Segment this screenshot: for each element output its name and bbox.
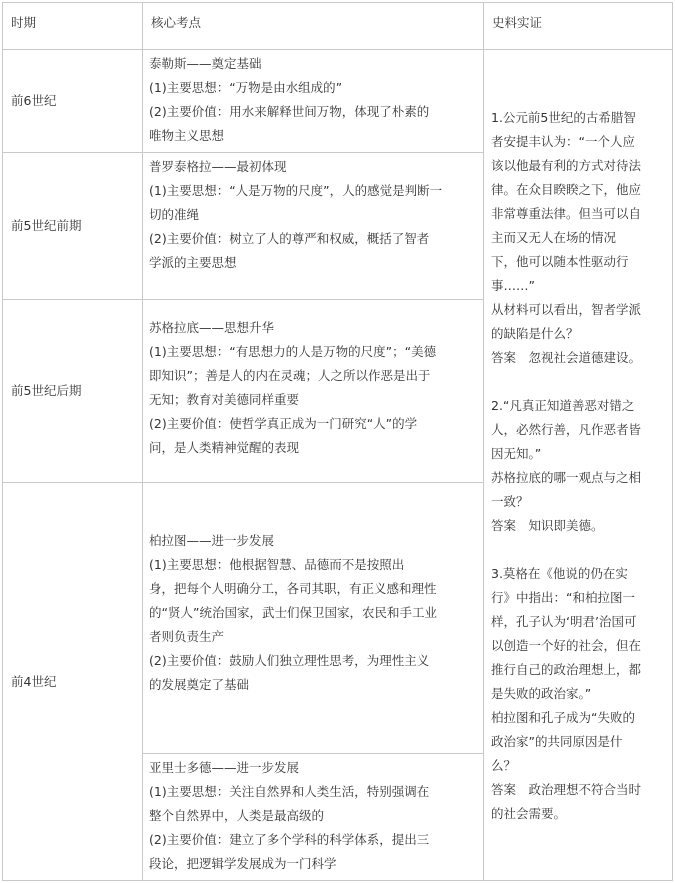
evidence-line: 一致？ [491, 494, 529, 509]
evidence-line: 苏格拉底的哪一观点与之相 [491, 470, 642, 485]
core-points-cell [142, 49, 484, 153]
period-label: 前5世纪后期 [11, 383, 82, 398]
evidence-line: 从材料可以看出，智者学派 [491, 302, 642, 317]
text-line: 者则负责生产 [149, 629, 225, 644]
text-line: (2)主要价值：树立了人的尊严和权威，概括了智者 [149, 231, 430, 246]
evidence-line: 以创造一个好的社会，但在 [491, 638, 642, 653]
text-line: 身，把每个人明确分工，各司其职，有正义感和理性 [149, 581, 437, 596]
evidence-line: 推行自己的政治理想上，都 [491, 662, 642, 677]
evidence-line: 政治家”的共同原因是什 [491, 734, 623, 749]
period-cell [2, 482, 143, 881]
text-line: (2)主要价值：建立了多个学科的科学体系，提出三 [149, 832, 430, 847]
text-line: (1)主要思想：他根据智慧、品德而不是按照出 [149, 557, 405, 572]
answer-line: 答案 政治理想不符合当时 [491, 782, 642, 797]
history-table [2, 2, 673, 881]
evidence-line: 1.公元前5世纪的古希腊智 [491, 110, 636, 125]
text-line: (1)主要思想：“有思想力的人是万物的尺度”；“美德 [149, 344, 437, 359]
text-line: 学派的主要思想 [149, 255, 237, 270]
evidence-line: 人，必然行善，凡作恶者皆 [491, 422, 642, 437]
spacer [491, 370, 666, 394]
evidence-line: 律。在众目睽睽之下，他应 [491, 182, 642, 197]
answer-line: 答案 忽视社会道德建设。 [491, 350, 642, 365]
text-line: (1)主要思想：“人是万物的尺度”，人的感觉是判断一 [149, 183, 443, 198]
period-cell [2, 49, 143, 153]
evidence-line: 事……” [491, 278, 535, 293]
text-line: 切的准绳 [149, 207, 200, 222]
core-points-cell [142, 753, 484, 881]
thinker-title: 苏格拉底——思想升华 [149, 320, 275, 335]
text-line: 唯物主义思想 [149, 128, 225, 143]
evidence-line: 的缺陷是什么？ [491, 326, 579, 341]
period-cell [2, 299, 143, 483]
evidence-line: 因无知。” [491, 446, 542, 461]
evidence-line: 非常尊重法律。但当可以自 [491, 206, 642, 221]
text-line: (1)主要思想：“万物是由水组成的” [149, 80, 343, 95]
thinker-title: 泰勒斯——奠定基础 [149, 56, 262, 71]
text-line: 无知；教育对美德同样重要 [149, 392, 300, 407]
text-line: (1)主要思想：关注自然界和人类生活，特别强调在 [149, 784, 430, 799]
period-label: 前4世纪 [11, 673, 57, 689]
text-line: 段论，把逻辑学发展成为一门科学 [149, 856, 337, 871]
header-period: 时期 [2, 2, 143, 50]
evidence-line: 3.莫格在《他说的仍在实 [491, 566, 628, 581]
header-core-points: 核心考点 [142, 2, 484, 50]
spacer [491, 538, 666, 562]
text-line: 即知识”；善是人的内在灵魂；人之所以作恶是出于 [149, 368, 431, 383]
header-evidence: 史料实证 [483, 2, 673, 50]
text-line: (2)主要价值：使哲学真正成为一门研究“人”的学 [149, 416, 418, 431]
text-line: 整个自然界中，人类是最高级的 [149, 808, 325, 823]
evidence-cell [483, 49, 673, 881]
text-line: 的发展奠定了基础 [149, 677, 250, 692]
core-points-cell [142, 299, 484, 483]
answer-line: 答案 知识即美德。 [491, 518, 604, 533]
period-label: 前5世纪前期 [11, 218, 82, 233]
text-line: (2)主要价值：用水来解释世间万物，体现了朴素的 [149, 104, 430, 119]
text-line: 的“贤人”统治国家，武士们保卫国家，农民和手工业 [149, 605, 437, 620]
evidence-line: 2.“凡真正知道善恶对错之 [491, 398, 635, 413]
answer-line: 的社会需要。 [491, 806, 567, 821]
evidence-line: 么？ [491, 758, 517, 773]
evidence-line: 柏拉图和孔子成为“失败的 [491, 710, 635, 725]
core-points-cell [142, 152, 484, 300]
text-line: (2)主要价值：鼓励人们独立理性思考，为理性主义 [149, 653, 430, 668]
thinker-title: 柏拉图——进一步发展 [149, 533, 275, 548]
evidence-line: 行》中指出：“和柏拉图一 [491, 590, 635, 605]
evidence-line: 者安提丰认为：“一个人应 [491, 134, 635, 149]
evidence-line: 主而又无人在场的情况 [491, 230, 617, 245]
evidence-line: 样，孔子认为‘明君’治国可 [491, 614, 637, 629]
thinker-title: 普罗泰格拉——最初体现 [149, 159, 287, 174]
evidence-line: 该以他最有利的方式对待法 [491, 158, 642, 173]
period-cell [2, 152, 143, 300]
evidence-line: 下，他可以随本性驱动行 [491, 254, 629, 269]
period-label: 前6世纪 [11, 93, 57, 108]
evidence-line: 是失败的政治家。” [491, 686, 592, 701]
thinker-title: 亚里士多德——进一步发展 [149, 760, 300, 775]
core-points-cell [142, 482, 484, 754]
text-line: 问，是人类精神觉醒的表现 [149, 440, 300, 455]
